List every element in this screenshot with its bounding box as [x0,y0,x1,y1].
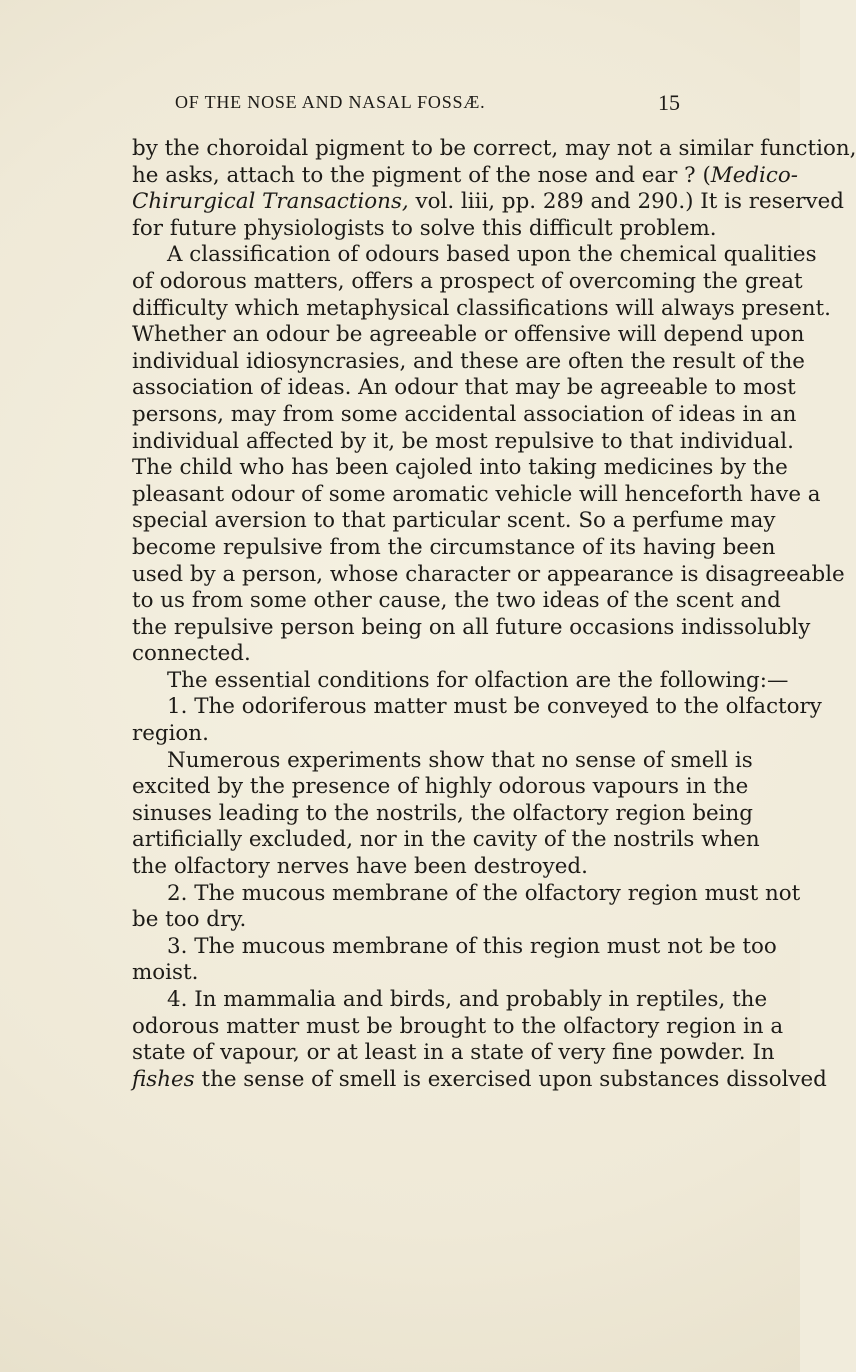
text-line: A classification of odours based upon the chemical qualities [167,242,817,268]
text-line: 2. The mucous membrane of the olfactory region must not [167,880,801,906]
text-line: Chirurgical Transactions, vol. liii, pp. 289 and 290.) It is reserved [132,189,844,215]
text-line: pleasant odour of some aromatic vehicle will henceforth have a [132,481,821,507]
text-line: 4. In mammalia and birds, and probably in reptiles, the [167,987,768,1012]
running-head: OF THE NOSE AND NASAL FOSSÆ. [175,92,486,112]
text-line: association of ideas. An odour that may be agreeable to most [132,375,796,401]
text-line: The child who has been cajoled into taking medicines by the [132,455,788,481]
text-line: to us from some other cause, the two ideas of the scent and [132,588,781,614]
text-line: of odorous matters, offers a prospect of overcoming the great [132,268,803,294]
text-line: persons, may from some accidental association of ideas in an [132,401,797,427]
text-line: 1. The odoriferous matter must be conveyed to the olfactory [167,694,822,720]
body-text [132,136,856,1093]
text-line: state of vapour, or at least in a state of very fine powder. In [132,1040,775,1066]
text-line: the repulsive person being on all future occasions indissolubly [132,614,811,640]
text-line: artificially excluded, nor in the cavity of the nostrils when [132,827,760,853]
text-line: connected. [132,641,251,667]
text-line: odorous matter must be brought to the olfactory region in a [132,1013,784,1039]
text-line: sinuses leading to the nostrils, the olfactory region being [132,800,753,826]
text-line: Whether an odour be agreeable or offensive will depend upon [132,322,805,348]
text-line: difficulty which metaphysical classifications will always present. [132,295,831,321]
text-line: become repulsive from the circumstance of its having been [132,534,776,560]
text-line: The essential conditions for olfaction are the following:— [167,667,789,693]
text-line: 3. The mucous membrane of this region must not be too [167,933,777,959]
text-line: the olfactory nerves have been destroyed. [132,854,588,880]
page-number: 15 [658,90,680,115]
text-line: region. [132,721,209,747]
text-line: he asks, attach to the pigment of the nose and ear ? (Medico- [132,162,798,188]
text-line: excited by the presence of highly odorous vapours in the [132,774,749,800]
text-line: individual affected by it, be most repulsive to that individual. [132,428,794,454]
text-line: for future physiologists to solve this difficult problem. [132,215,717,241]
text-line: individual idiosyncrasies, and these are often the result of the [132,348,805,374]
text-line: Numerous experiments show that no sense of smell is [167,747,753,773]
text-line: fishes the sense of smell is exercised upon substances dissolved [132,1066,827,1092]
text-line: moist. [132,960,199,986]
page-header [135,92,680,122]
text-line: used by a person, whose character or appearance is disagreeable [132,561,845,587]
text-line: by the choroidal pigment to be correct, may not a similar function, [132,136,856,161]
text-line: special aversion to that particular scent. So a perfume may [132,508,776,534]
text-line: be too dry. [132,907,247,933]
